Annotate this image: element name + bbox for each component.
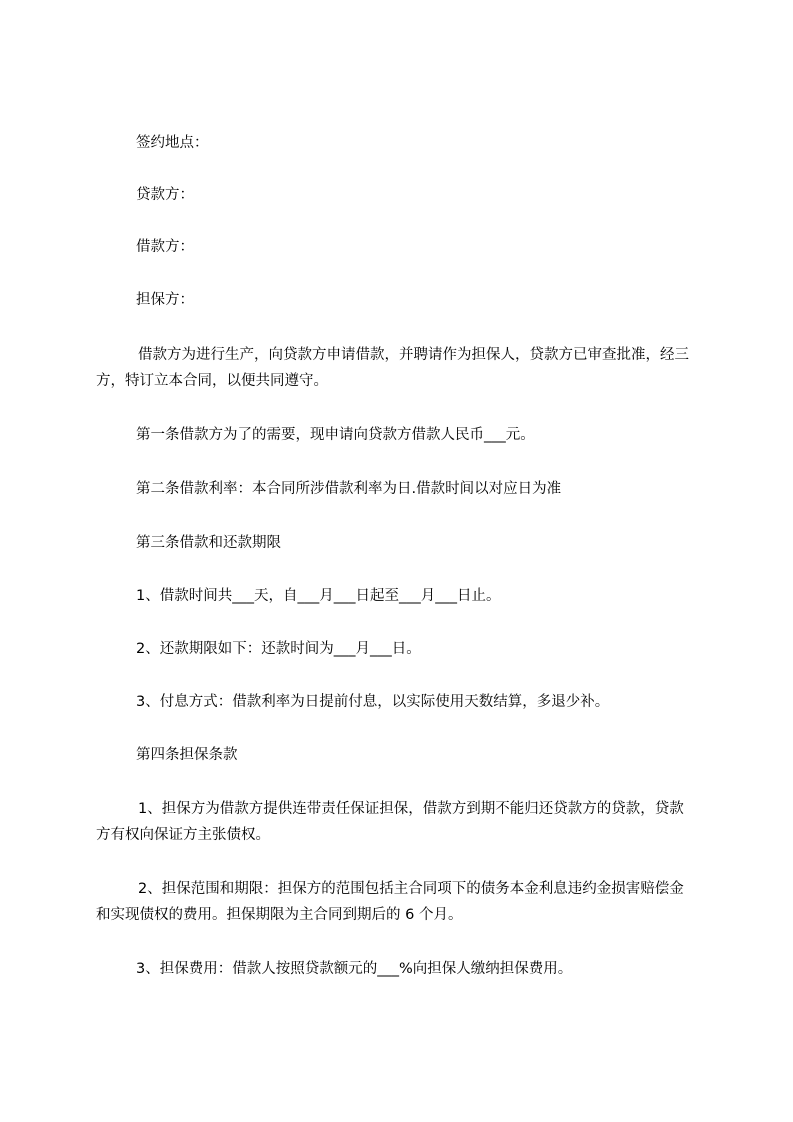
signing-location-label: 签约地点： [136, 135, 209, 151]
article-3-item-2: 2、还款期限如下：还款时间为___月___日。 [136, 641, 421, 657]
article-3-item-3: 3、付息方式：借款利率为日提前付息，以实际使用天数结算，多退少补。 [136, 694, 610, 710]
article-3-item-1: 1、借款时间共___天，自___月___日起至___月___日止。 [136, 588, 501, 604]
article-1: 第一条借款方为了的需要，现申请向贷款方借款人民币___元。 [136, 427, 535, 443]
article-4-heading: 第四条担保条款 [136, 747, 238, 763]
article-3-heading: 第三条借款和还款期限 [136, 535, 281, 551]
article-4-item-1: 1、担保方为借款方提供连带责任保证担保，借款方到期不能归还贷款方的贷款，贷款方有权向保证方主张债权。 [96, 801, 684, 843]
article-2: 第二条借款利率：本合同所涉借款利率为日.借款时间以对应日为准 [136, 481, 562, 497]
article-4-item-2: 2、担保范围和期限：担保方的范围包括主合同项下的债务本金利息违约金损害赔偿金和实现债权的费用。担保期限为主合同到期后的 6 个月。 [96, 881, 684, 923]
lender-label: 贷款方： [136, 187, 194, 203]
preamble-paragraph: 借款方为进行生产，向贷款方申请借款，并聘请作为担保人，贷款方已审查批准，经三方，特订立本合同，以便共同遵守。 [96, 347, 689, 389]
guarantor-label: 担保方： [136, 292, 194, 308]
article-4-item-3: 3、担保费用：借款人按照贷款额元的___%向担保人缴纳担保费用。 [136, 961, 573, 977]
borrower-label: 借款方： [136, 239, 194, 255]
